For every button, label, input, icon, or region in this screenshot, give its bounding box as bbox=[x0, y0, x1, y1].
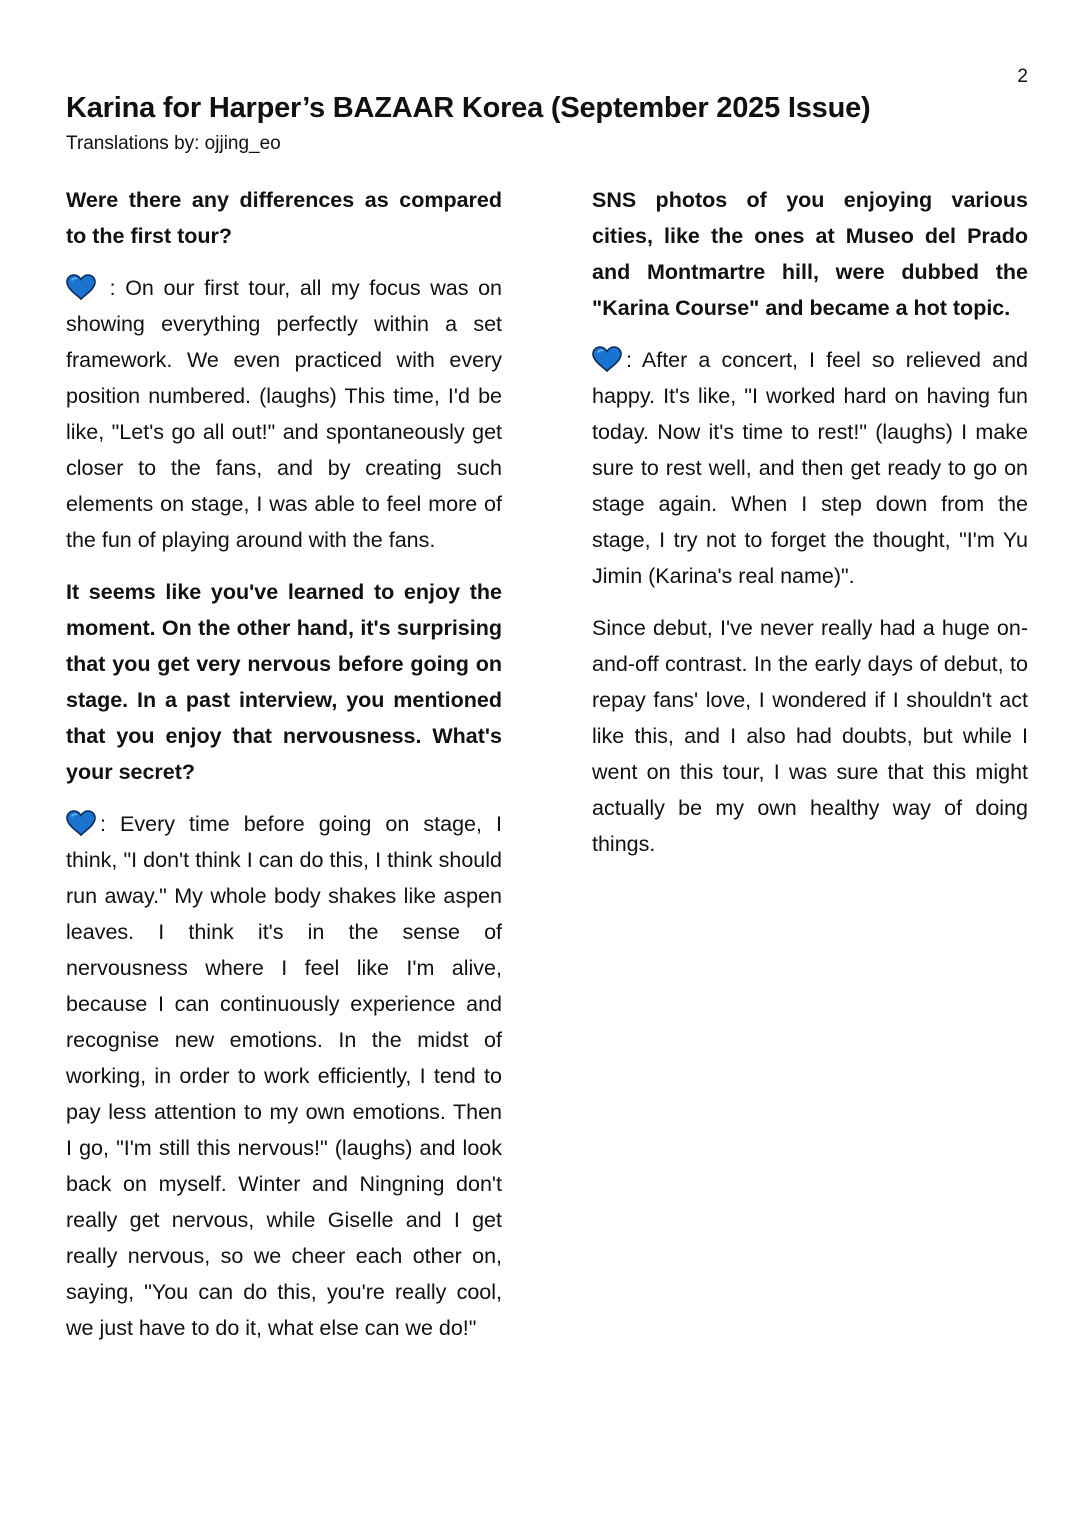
page-number: 2 bbox=[1017, 66, 1028, 87]
interview-answer bbox=[592, 342, 1028, 594]
paragraph-text: Were there any differences as compared to the first tour? bbox=[66, 188, 502, 248]
interview-question bbox=[66, 574, 502, 790]
page-title: Karina for Harper’s BAZAAR Korea (September 2025 Issue) bbox=[66, 92, 871, 124]
paragraph-text: Since debut, I've never really had a huge on-and-off contrast. In the early days of debut, to repay fans' love, I wondered if I shouldn't act like this, and I also had doubts, but while I went on this tour, I was sure that this might actually be my own healthy way of doing things. bbox=[592, 616, 1028, 856]
paragraph-text: : After a concert, I feel so relieved and happy. It's like, "I worked hard on having fun today. Now it's time to rest!" (laughs) I make sure to rest well, and then get ready to go on stage again. When I step down from the stage, I try not to forget the thought, "I'm Yu Jimin (Karina's real name)". bbox=[592, 348, 1028, 588]
blue-heart-icon bbox=[66, 810, 96, 836]
blue-heart-icon bbox=[592, 346, 622, 372]
paragraph-text: : On our first tour, all my focus was on showing everything perfectly within a set framework. We even practiced with every position numbered. (laughs) This time, I'd be like, "Let's go all out!" and spontaneously get closer to the fans, and by creating such elements on stage, I was able to feel more of the fun of playing around with the fans. bbox=[66, 276, 502, 552]
interview-question bbox=[592, 182, 1028, 326]
interview-answer bbox=[66, 270, 502, 558]
paragraph-text: : Every time before going on stage, I think, "I don't think I can do this, I think should run away." My whole body shakes like aspen leaves. I think it's in the sense of nervousness where I feel like I'm alive, because I can continuously experience and recognise new emotions. In the midst of working, in order to work efficiently, I tend to pay less attention to my own emotions. Then I go, "I'm still this nervous!" (laughs) and look back on myself. Winter and Ningning don't really get nervous, while Giselle and I get really nervous, so we cheer each other on, saying, "You can do this, you're really cool, we just have to do it, what else can we do!" bbox=[66, 812, 502, 1340]
paragraph-text: It seems like you've learned to enjoy the moment. On the other hand, it's surprising that you get very nervous before going on stage. In a past interview, you mentioned that you enjoy that nervousness. What's your secret? bbox=[66, 580, 502, 784]
paragraph-text: SNS photos of you enjoying various cities, like the ones at Museo del Prado and Montmartre hill, were dubbed the "Karina Course" and became a hot topic. bbox=[592, 188, 1028, 320]
translator-credit: Translations by: ojjing_eo bbox=[66, 133, 281, 154]
blue-heart-icon bbox=[66, 274, 96, 300]
interview-question bbox=[66, 182, 502, 254]
interview-answer bbox=[66, 806, 502, 1346]
right-column bbox=[592, 182, 1028, 878]
body-paragraph bbox=[592, 610, 1028, 862]
left-column bbox=[66, 182, 502, 1362]
